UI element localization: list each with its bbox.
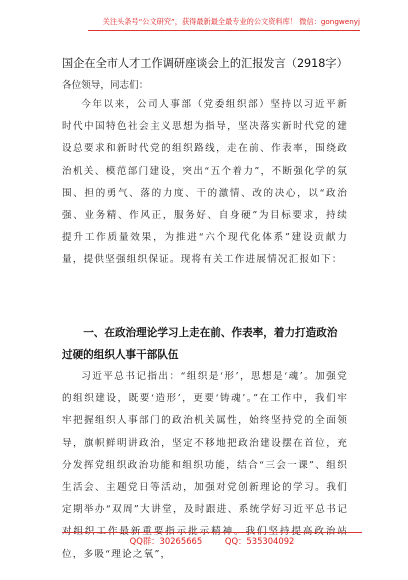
paragraph-2: 习近平总书记指出：“组织是‘形’，思想是‘魂’。加强党的组织建设，既要‘造形’，更要‘铸魂’。”在工作中，我们牢牢把握组织人事部门的政治机关属性，始终坚持党的全面领导，旗帜鲜明讲政治，坚定不移地把政治建设摆在首位，充分发挥党组织政治功能和组织功能，结合“三会一课”、组织生活会、主题党日等活动，加强对党创新理论的学习。我们定期举办“双周”大讲堂，及时跟进、系统学好习近平总书记对组织工作最新重要指示批示精神。我们坚持提高政治站位，多吸“理论之氧”， <box>62 371 348 560</box>
header-banner-text: 关注头条号“公文研究”，获得最新最全最专业的公文资料库！ 微信：gongwenyj <box>102 17 360 26</box>
section-1-heading: 一、在政治理论学习上走在前、作表率，着力打造政治过硬的组织人事干部队伍 <box>62 327 338 361</box>
header-banner <box>88 16 360 31</box>
paragraph-1: 今年以来，公司人事部（党委组织部）坚持以习近平新时代中国特色社会主义思想为指导，坚决落实新时代党的建设总要求和新时代党的组织路线，走在前、作表率，围绕政治机关、模范部门建设，突出“五个着力”，不断强化学的氛围、担的勇气、落的力度、干的激情、改的决心，以“政治强、业务精、作风正，服务好、自身硬”为目标要求，持续提升工作质量效果，为推进“六个现代化体系”建设贡献力量，提供坚强组织保证。现将有关工作进展情况汇报如下： <box>62 99 348 266</box>
document-title: 国企在全市人才工作调研座谈会上的汇报发言（2918字） <box>62 57 348 70</box>
footer-banner <box>62 532 362 549</box>
footer-qq: QQ：535304092 <box>224 536 295 546</box>
salutation: 各位领导，同志们： <box>62 80 149 91</box>
footer-qq-group: QQ群：30265665 <box>129 536 203 546</box>
